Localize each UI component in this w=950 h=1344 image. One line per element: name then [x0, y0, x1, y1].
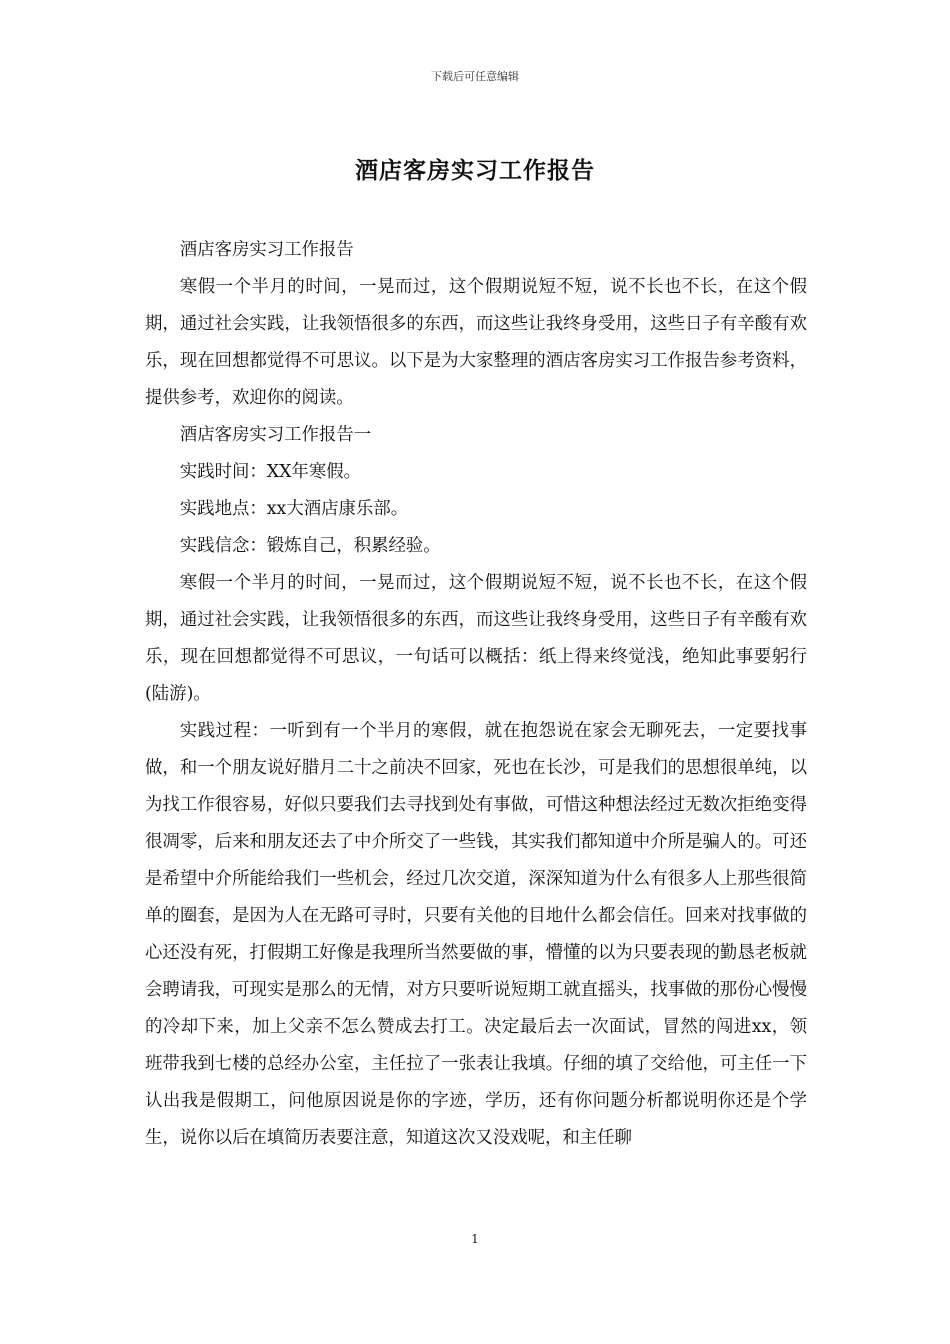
paragraph-practice-process: 实践过程：一听到有一个半月的寒假，就在抱怨说在家会无聊死去，一定要找事做，和一个朋友说好腊月二十之前决不回家，死也在长沙，可是我们的思想很单纯，以为找工作很容易，好似只要我们去寻找到处有事做，可惜这种想法经过无数次拒绝变得很凋零，后来和朋友还去了中介所交了一些钱，其实我们都知道中介所是骗人的。可还是希望中介所能给我们一些机会，经过几次交道，深深知道为什么有很多人上那些很简单的圈套，是因为人在无路可寻时，只要有关他的目地什么都会信任。回来对找事做的心还没有死，打假期工好像是我理所当然要做的事，懵懂的以为只要表现的勤恳老板就会聘请我，可现实是那么的无情，对方只要听说短期工就直摇头，找事做的那份心慢慢的冷却下来，加上父亲不怎么赞成去打工。决定最后去一次面试，冒然的闯进xx，领班带我到七楼的总经办公室，主任拉了一张表让我填。仔细的填了交给他，可主任一下认出我是假期工，问他原因说是你的字迹，学历，还有你问题分析都说明你还是个学生，说你以后在填简历表要注意，知道这次又没戏呢，和主任聊 — [145, 721, 807, 1148]
paragraph-reflection: 寒假一个半月的时间，一晃而过，这个假期说短不短，说不长也不长，在这个假期，通过社会实践，让我领悟很多的东西，而这些让我终身受用，这些日子有辛酸有欢乐，现在回想都觉得不可思议，一句话可以概括：纸上得来终觉浅，绝知此事要躬行(陆游)。 — [145, 573, 807, 704]
paragraph-practice-time: 实践时间：XX年寒假。 — [179, 462, 362, 482]
page-header: 下载后可任意编辑 — [431, 70, 519, 83]
paragraph-practice-location: 实践地点：xx大酒店康乐部。 — [179, 499, 409, 519]
paragraph-subtitle: 酒店客房实习工作报告 — [179, 240, 354, 260]
document-title: 酒店客房实习工作报告 — [355, 157, 595, 184]
paragraph-practice-belief: 实践信念：锻炼自己，积累经验。 — [179, 536, 441, 556]
paragraph-intro: 寒假一个半月的时间，一晃而过，这个假期说短不短，说不长也不长，在这个假期，通过社会实践，让我领悟很多的东西，而这些让我终身受用，这些日子有辛酸有欢乐，现在回想都觉得不可思议。以下是为大家整理的酒店客房实习工作报告参考资料，提供参考，欢迎你的阅读。 — [145, 277, 807, 408]
document-body — [145, 232, 807, 1157]
page-number: 1 — [471, 1232, 479, 1246]
paragraph-section-heading: 酒店客房实习工作报告一 — [179, 425, 372, 445]
